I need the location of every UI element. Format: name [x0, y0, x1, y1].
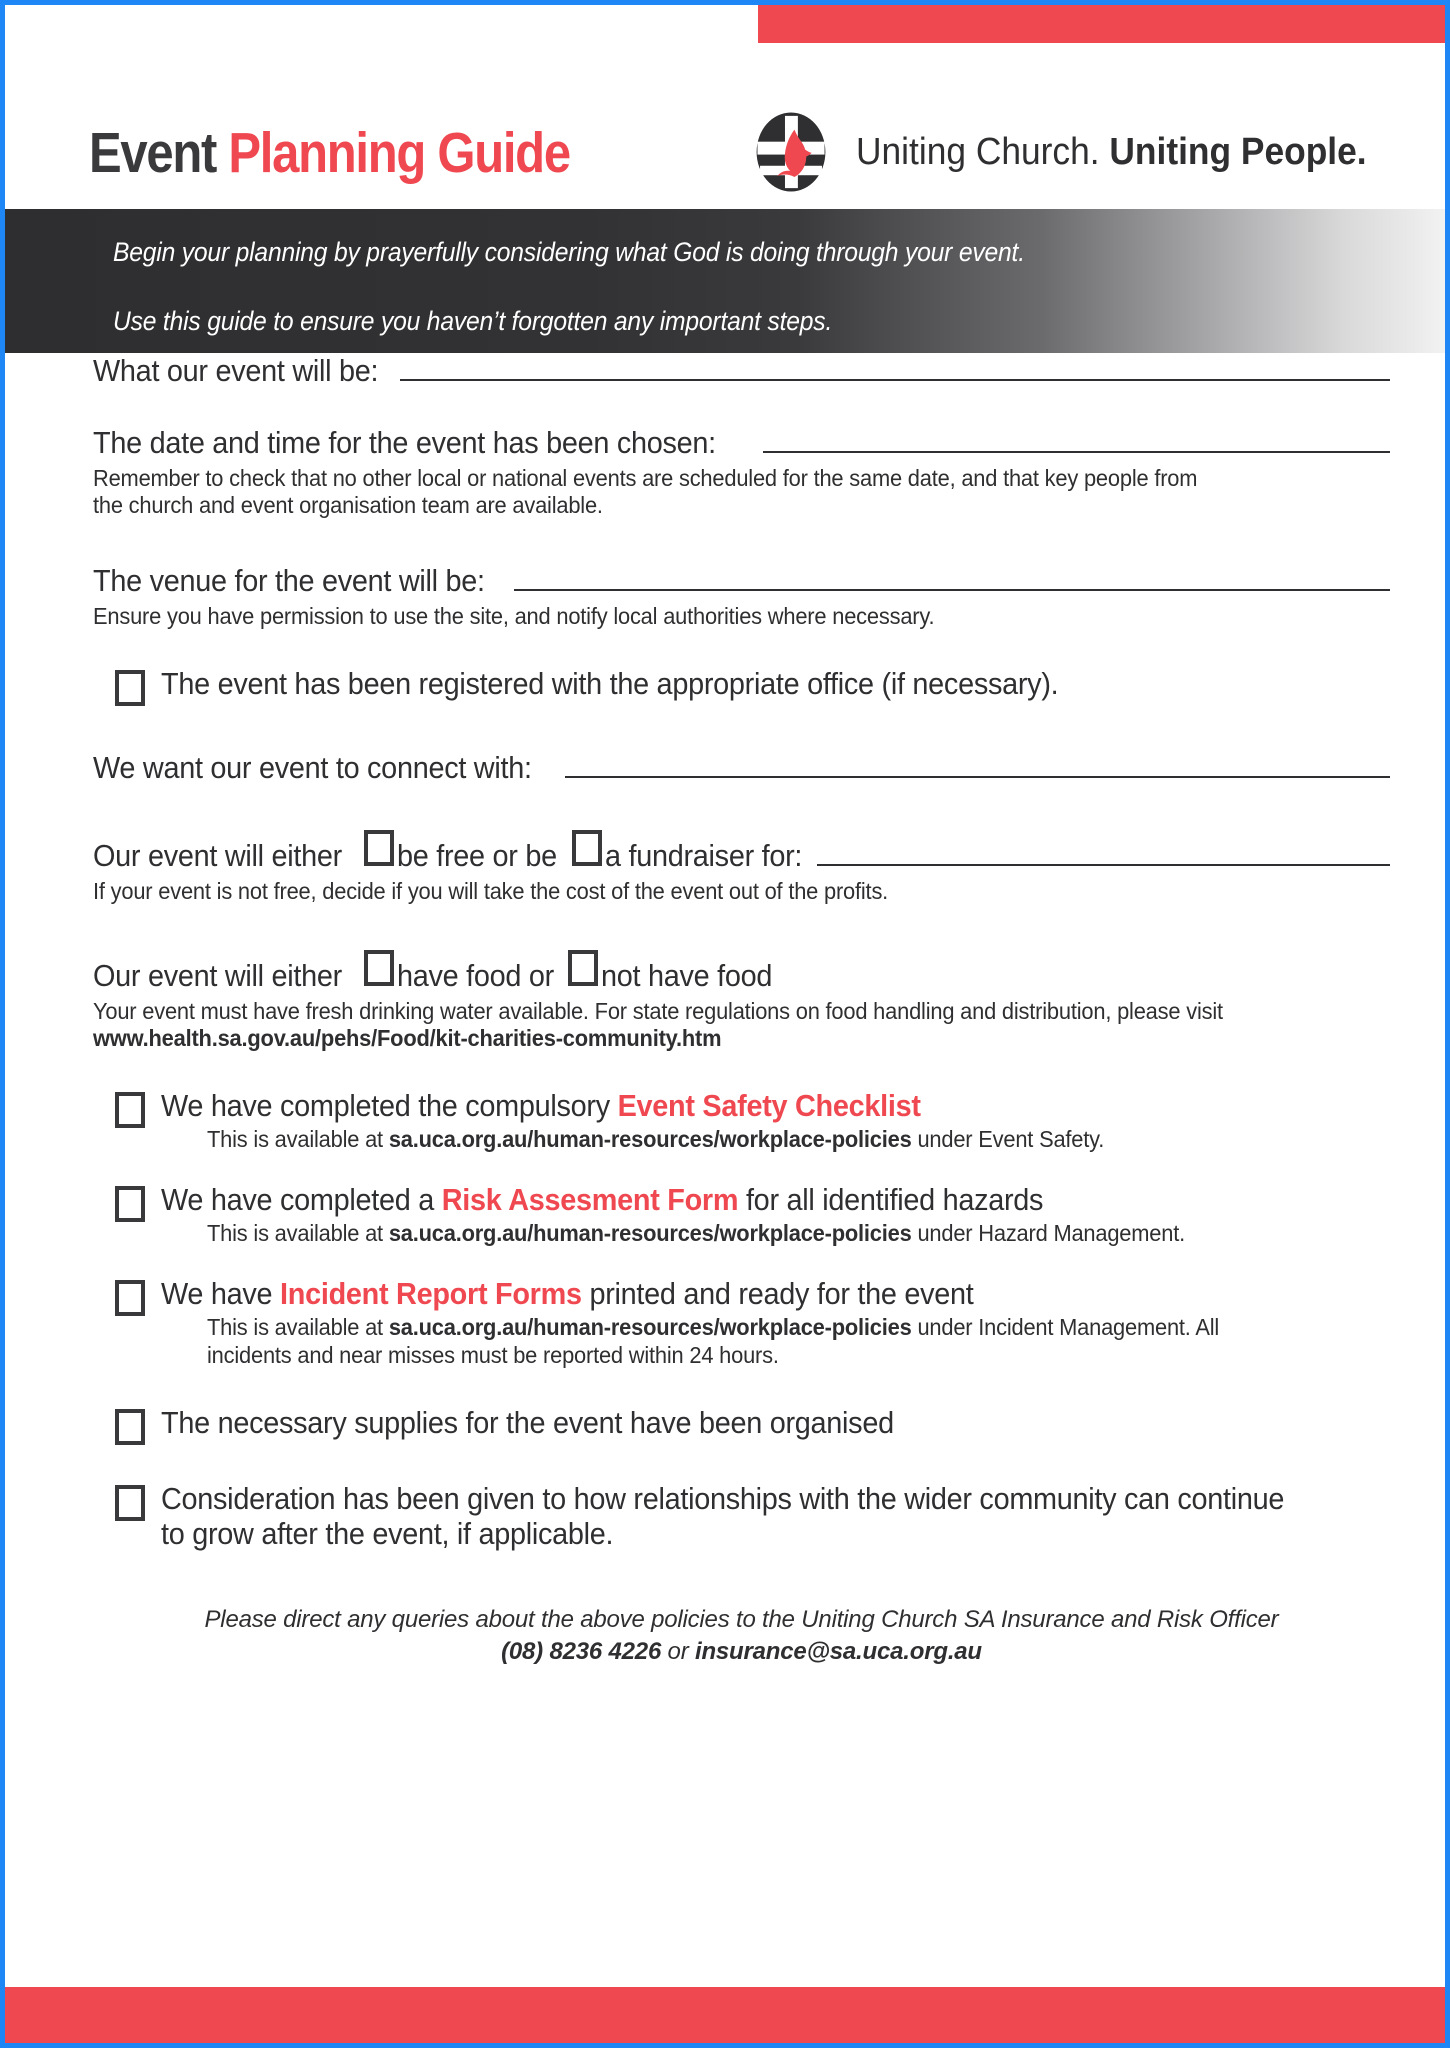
intro-banner: [5, 209, 1445, 353]
choice-cost-prefix: Our event will either: [93, 838, 342, 874]
checklist-sub-2-before: This is available at: [207, 1313, 389, 1340]
checklist-title-0-highlight: Event Safety Checklist: [617, 1087, 921, 1123]
choice-cost-note: If your event is not free, decide if you will take the cost of the event out of the profits.: [93, 878, 889, 905]
page-title: [89, 121, 570, 185]
form-body: [5, 353, 1445, 2043]
checklist-title-0-before: We have completed the compulsory: [161, 1087, 618, 1123]
checklist-title-4: Consideration has been given to how relationships with the wider community can continue to grow after the event, if applicable.: [161, 1481, 1285, 1552]
footer-note-line-2: [93, 1636, 1390, 1668]
top-red-accent-bar: [758, 5, 1445, 43]
checklist-title-2-highlight: Incident Report Forms: [280, 1275, 582, 1311]
checklist-sub-2-url[interactable]: sa.uca.org.au/human-resources/workplace-policies: [388, 1313, 912, 1340]
checklist-sub-0: [207, 1126, 1300, 1154]
field-date-time: [93, 425, 1390, 461]
brand-lockup: [748, 109, 1405, 195]
choice-food-note: [93, 998, 1224, 1052]
footer-email[interactable]: insurance@sa.uca.org.au: [694, 1638, 982, 1666]
checklist-title-0: [161, 1088, 1304, 1123]
checkbox-row-incident-report-forms[interactable]: [115, 1276, 1390, 1370]
page-title-dark: Event: [89, 121, 229, 185]
checkbox-no-food[interactable]: [568, 950, 598, 986]
checkbox-supplies[interactable]: [115, 1409, 145, 1445]
choice-food-option-2: not have food: [601, 957, 773, 993]
bottom-red-accent-bar: [5, 1987, 1445, 2043]
checklist-sub-2: [207, 1314, 1300, 1369]
footer-contact-note: [93, 1604, 1390, 1669]
choice-food-option-1: have food or: [396, 957, 554, 993]
banner-line-1: Begin your planning by prayerfully considering what God is doing through your event.: [113, 237, 1025, 267]
checklist-title-1-after: for all identified hazards: [738, 1181, 1044, 1217]
field-venue: [93, 563, 1390, 599]
page-title-red: Planning Guide: [228, 121, 570, 185]
choice-food-note-url[interactable]: www.health.sa.gov.au/pehs/Food/kit-charities-community.htm: [93, 1024, 722, 1051]
checklist-title-1: [161, 1182, 1304, 1217]
checkbox-registered[interactable]: [115, 670, 145, 706]
footer-note-line-1: Please direct any queries about the above policies to the Uniting Church SA Insurance and Risk Officer: [204, 1605, 1279, 1633]
checklist-sub-1-before: This is available at: [207, 1220, 389, 1246]
choice-food-note-text: Your event must have fresh drinking water available. For state regulations on food handling and distribution, please visit: [93, 997, 1223, 1024]
checkbox-fundraiser[interactable]: [572, 830, 602, 866]
choice-cost-option-1: be free or be: [396, 838, 557, 874]
brand-text-bold: Uniting People.: [1109, 131, 1367, 173]
banner-line-2: Use this guide to ensure you haven’t forgotten any important steps.: [113, 306, 833, 336]
checklist-title-3: The necessary supplies for the event have been organised: [161, 1405, 894, 1441]
brand-text: [856, 133, 1367, 171]
checkbox-free[interactable]: [364, 830, 394, 866]
checklist-sub-1-url[interactable]: sa.uca.org.au/human-resources/workplace-policies: [388, 1220, 912, 1246]
field-date-time-input[interactable]: [763, 451, 1390, 453]
field-connect-with: [93, 750, 1390, 786]
field-connect-with-label: We want our event to connect with:: [93, 750, 532, 786]
page-header: [5, 43, 1445, 209]
field-connect-with-input[interactable]: [565, 776, 1390, 778]
checklist-sub-0-after: under Event Safety.: [911, 1126, 1105, 1153]
checklist-sub-2-after: under Incident Management. All incidents and near misses must be reported within 24 hours.: [207, 1313, 1220, 1368]
checkbox-have-food[interactable]: [364, 950, 394, 986]
checklist-title-1-highlight: Risk Assesment Form: [441, 1181, 739, 1217]
checkbox-registered-label: The event has been registered with the appropriate office (if necessary).: [161, 666, 1059, 702]
field-date-time-note: Remember to check that no other local or national events are scheduled for the same date, and that key people from the church and event organisation team are available.: [93, 465, 1198, 519]
checkbox-row-risk-assessment-form[interactable]: [115, 1182, 1390, 1248]
choice-row-cost: [93, 830, 1390, 874]
checklist-sub-0-url[interactable]: sa.uca.org.au/human-resources/workplace-policies: [388, 1126, 912, 1153]
field-venue-note: Ensure you have permission to use the site, and notify local authorities where necessary.: [93, 603, 935, 630]
checkbox-incident-report-forms[interactable]: [115, 1280, 145, 1316]
field-event-name: [93, 353, 1390, 389]
checkbox-row-registered[interactable]: [115, 666, 1390, 706]
field-event-name-label: What our event will be:: [93, 353, 379, 388]
choice-food-prefix: Our event will either: [93, 957, 342, 993]
field-date-time-label: The date and time for the event has been chosen:: [93, 425, 716, 460]
footer-or: or: [661, 1638, 695, 1666]
checklist-sub-1-after: under Hazard Management.: [911, 1220, 1185, 1246]
brand-text-light: Uniting Church.: [855, 131, 1110, 173]
checklist-sub-1: [207, 1220, 1300, 1248]
field-fundraiser-input[interactable]: [817, 864, 1390, 866]
checkbox-community-relationships[interactable]: [115, 1485, 145, 1521]
field-venue-label: The venue for the event will be:: [93, 563, 485, 599]
choice-row-food: [93, 950, 1390, 994]
checklist-title-2: [161, 1276, 1304, 1311]
checklist-title-2-before: We have: [161, 1275, 281, 1311]
checklist-title-1-before: We have completed a: [161, 1181, 442, 1217]
field-event-name-input[interactable]: [400, 379, 1390, 381]
checkbox-row-community-relationships[interactable]: [115, 1481, 1390, 1552]
field-venue-input[interactable]: [514, 589, 1390, 591]
checkbox-row-event-safety-checklist[interactable]: [115, 1088, 1390, 1154]
checkbox-risk-assessment-form[interactable]: [115, 1186, 145, 1222]
choice-cost-option-2: a fundraiser for:: [604, 838, 802, 874]
footer-phone[interactable]: (08) 8236 4226: [501, 1638, 662, 1666]
checklist-title-2-after: printed and ready for the event: [581, 1275, 974, 1311]
uniting-church-logo-icon: [748, 109, 834, 195]
checkbox-row-supplies[interactable]: [115, 1405, 1390, 1445]
checkbox-event-safety-checklist[interactable]: [115, 1092, 145, 1128]
checklist-sub-0-before: This is available at: [207, 1126, 389, 1153]
